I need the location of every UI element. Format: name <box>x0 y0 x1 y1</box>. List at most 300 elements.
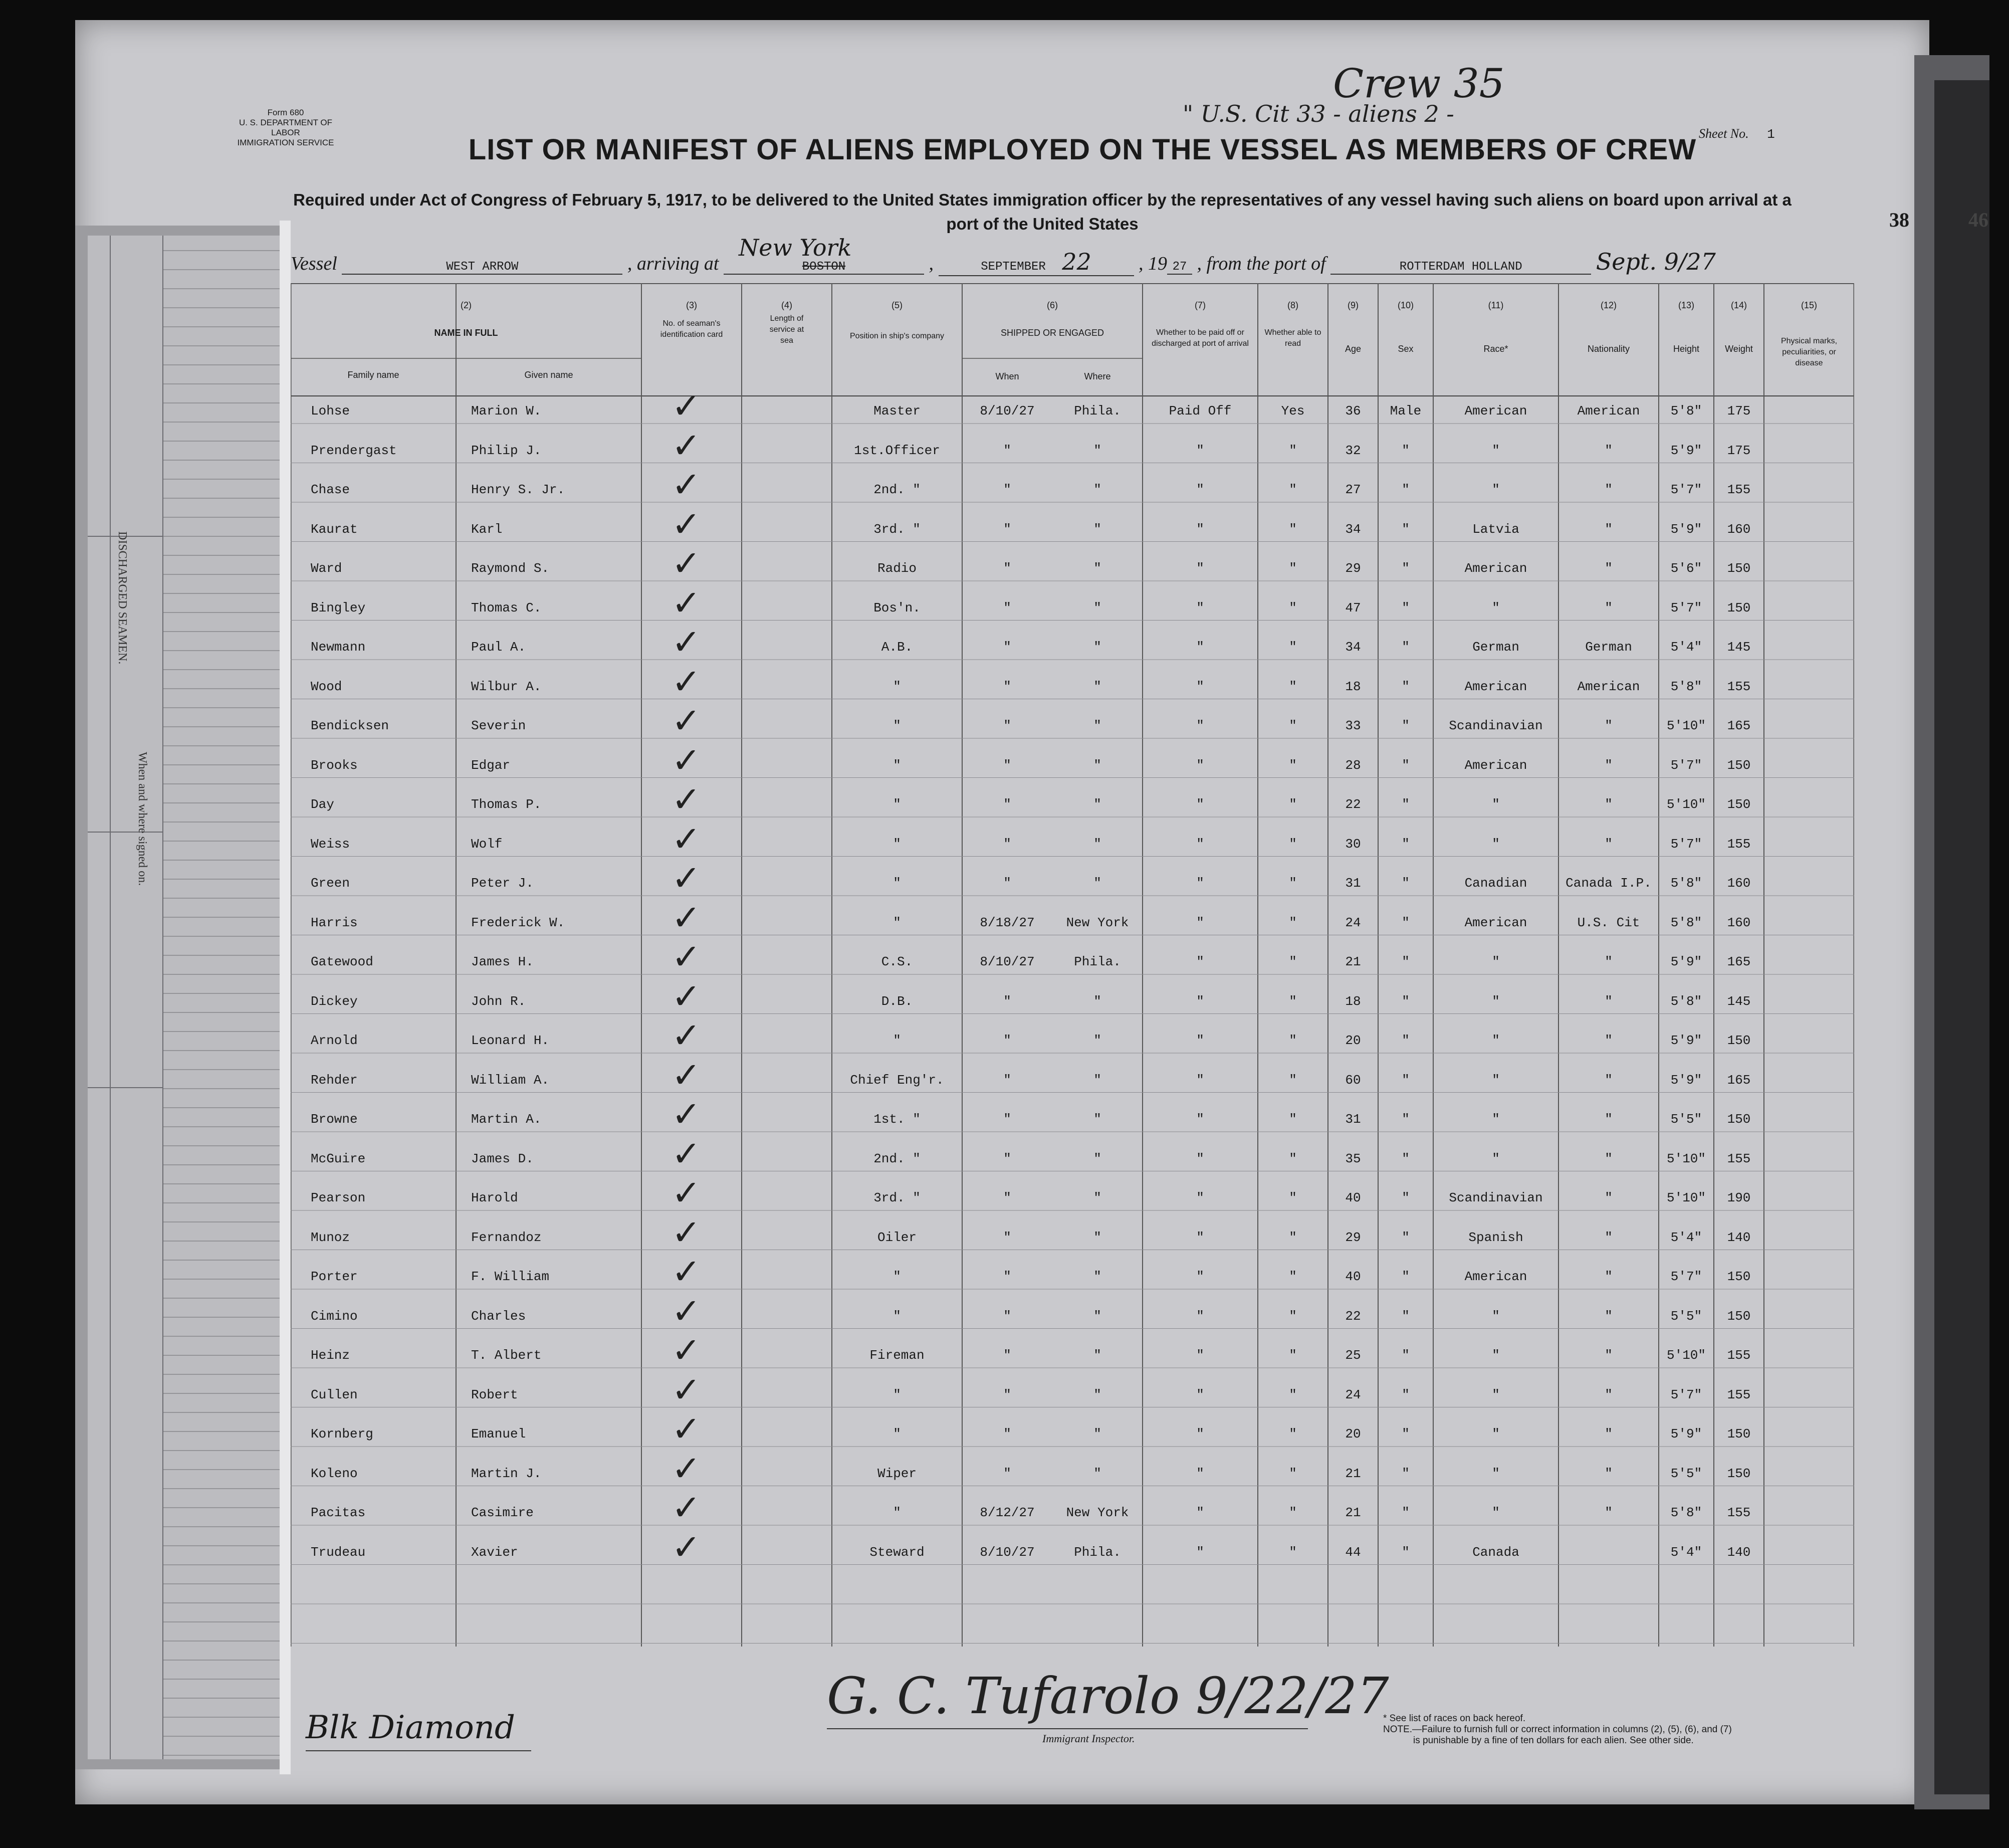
cell-when: " <box>1003 718 1011 733</box>
checkmark-icon: ✓ <box>672 1094 701 1135</box>
cell-weight: 150 <box>1727 1466 1751 1481</box>
footnote-penalty-2: is punishable by a fine of ten dollars for each alien. See other side. <box>1413 1735 1694 1746</box>
cell-nationality: " <box>1605 1426 1613 1442</box>
cell-weight: 155 <box>1727 1348 1751 1363</box>
cell-paid: " <box>1196 915 1204 930</box>
form-number: Form 680 <box>267 108 304 117</box>
col-6-when-header: When <box>995 371 1019 381</box>
cell-where: " <box>1093 1348 1101 1363</box>
cell-read: " <box>1289 1112 1297 1127</box>
cell-age: 29 <box>1345 561 1361 576</box>
cell-position: " <box>893 1426 901 1442</box>
cell-sex: " <box>1402 443 1410 458</box>
checkmark-icon: ✓ <box>672 464 701 505</box>
cell-sex: " <box>1402 1387 1410 1402</box>
cell-age: 21 <box>1345 1466 1361 1481</box>
cell-read: " <box>1289 954 1297 969</box>
col-12-number: (12) <box>1600 300 1617 310</box>
cell-read: " <box>1289 482 1297 497</box>
cell-read: " <box>1289 993 1297 1009</box>
cell-sex: " <box>1402 1544 1410 1560</box>
cell-age: 35 <box>1345 1151 1361 1166</box>
cell-race: American <box>1464 403 1527 419</box>
cell-weight: 150 <box>1727 797 1751 812</box>
cell-family: Bingley <box>311 600 366 615</box>
cell-paid: " <box>1196 443 1204 458</box>
cell-when: " <box>1003 876 1011 891</box>
cell-race: American <box>1464 757 1527 773</box>
cell-family: Weiss <box>311 836 350 852</box>
cell-height: 5'10" <box>1666 1348 1706 1363</box>
cell-read: " <box>1289 1229 1297 1245</box>
cell-family: Trudeau <box>311 1544 366 1560</box>
cell-family: Cullen <box>311 1387 358 1402</box>
side-number-46: 46 <box>1968 209 1988 231</box>
cell-read: " <box>1289 443 1297 458</box>
cell-where: " <box>1093 1072 1101 1088</box>
col-6-header: SHIPPED OR ENGAGED <box>1000 328 1104 338</box>
cell-age: 30 <box>1345 836 1361 852</box>
cell-height: 5'5" <box>1670 1112 1702 1127</box>
cell-paid: " <box>1196 954 1204 969</box>
cell-race: " <box>1492 1348 1500 1363</box>
cell-family: Pearson <box>311 1190 366 1205</box>
col-7-number: (7) <box>1195 300 1206 310</box>
cell-family: Gatewood <box>311 954 373 969</box>
cell-given: Leonard H. <box>471 1033 550 1048</box>
cell-weight: 155 <box>1727 1387 1751 1402</box>
cell-position: C.S. <box>881 954 913 969</box>
cell-family: Kaurat <box>311 521 358 537</box>
cell-family: Day <box>311 797 334 812</box>
cell-height: 5'8" <box>1670 993 1702 1009</box>
checkmark-icon: ✓ <box>672 385 701 427</box>
cell-where: " <box>1093 1229 1101 1245</box>
cell-read: " <box>1289 836 1297 852</box>
arrival-month: SEPTEMBER <box>981 260 1046 274</box>
cell-height: 5'8" <box>1670 876 1702 891</box>
cell-sex: " <box>1402 954 1410 969</box>
cell-where: " <box>1093 1466 1101 1481</box>
cell-where: " <box>1093 757 1101 773</box>
cell-nationality: " <box>1605 521 1613 537</box>
cell-sex: " <box>1402 1348 1410 1363</box>
cell-position: 3rd. " <box>873 521 921 537</box>
cell-position: Steward <box>869 1544 925 1560</box>
cell-paid: " <box>1196 718 1204 733</box>
cell-when: " <box>1003 521 1011 537</box>
cell-sex: " <box>1402 1072 1410 1088</box>
col-3-number: (3) <box>686 300 697 310</box>
arrival-day: 22 <box>1062 248 1091 275</box>
cell-when: " <box>1003 1151 1011 1166</box>
cell-paid: " <box>1196 1348 1204 1363</box>
cell-nationality: " <box>1605 1072 1613 1088</box>
cell-weight: 155 <box>1727 836 1751 852</box>
cell-position: 1st.Officer <box>854 443 940 458</box>
checkmark-icon: ✓ <box>672 661 701 702</box>
cell-where: " <box>1093 993 1101 1009</box>
arrival-year: 27 <box>1167 260 1192 275</box>
cell-race: " <box>1492 600 1500 615</box>
cell-age: 40 <box>1345 1190 1361 1205</box>
cell-height: 5'4" <box>1670 1544 1702 1560</box>
cell-family: Browne <box>311 1112 358 1127</box>
cell-race: " <box>1492 1387 1500 1402</box>
cell-when: " <box>1003 1112 1011 1127</box>
cell-nationality: " <box>1605 561 1613 576</box>
cell-race: " <box>1492 1151 1500 1166</box>
cell-race: Scandinavian <box>1449 1190 1543 1205</box>
cell-where: New York <box>1066 1505 1129 1520</box>
cell-position: Radio <box>877 561 917 576</box>
cell-read: " <box>1289 1466 1297 1481</box>
cell-age: 21 <box>1345 954 1361 969</box>
cell-paid: " <box>1196 1229 1204 1245</box>
col-2-number: (2) <box>461 300 472 310</box>
cell-sex: " <box>1402 561 1410 576</box>
cell-sex: " <box>1402 1112 1410 1127</box>
cell-sex: " <box>1402 757 1410 773</box>
cell-when: 8/10/27 <box>980 1544 1035 1560</box>
checkmark-icon: ✓ <box>672 1015 701 1056</box>
col-11-header: Race* <box>1483 344 1508 354</box>
cell-when: " <box>1003 1190 1011 1205</box>
cell-sex: " <box>1402 1505 1410 1520</box>
cell-height: 5'10" <box>1666 718 1706 733</box>
cell-race: " <box>1492 954 1500 969</box>
cell-height: 5'9" <box>1670 1426 1702 1442</box>
cell-family: Brooks <box>311 757 358 773</box>
inspector-label: Immigrant Inspector. <box>1042 1732 1135 1745</box>
cell-sex: " <box>1402 1269 1410 1284</box>
cell-age: 25 <box>1345 1348 1361 1363</box>
cell-nationality: " <box>1605 1348 1613 1363</box>
col-15-number: (15) <box>1801 300 1817 310</box>
cell-age: 47 <box>1345 600 1361 615</box>
cell-read: " <box>1289 521 1297 537</box>
cell-race: Canada <box>1472 1544 1519 1560</box>
checkmark-icon: ✓ <box>672 1133 701 1174</box>
cell-race: " <box>1492 993 1500 1009</box>
cell-when: " <box>1003 757 1011 773</box>
checkmark-icon: ✓ <box>672 622 701 663</box>
cell-height: 5'5" <box>1670 1308 1702 1324</box>
cell-sex: " <box>1402 1229 1410 1245</box>
cell-position: Master <box>873 403 921 419</box>
cell-weight: 165 <box>1727 954 1751 969</box>
cell-weight: 150 <box>1727 600 1751 615</box>
from-port-label: , from the port of <box>1197 253 1326 274</box>
cell-sex: " <box>1402 521 1410 537</box>
cell-read: " <box>1289 1190 1297 1205</box>
cell-nationality: " <box>1605 1112 1613 1127</box>
checkmark-icon: ✓ <box>672 1448 701 1489</box>
col-10-number: (10) <box>1397 300 1414 310</box>
handwritten-blk-diamond: Blk Diamond <box>306 1709 515 1746</box>
cell-read: " <box>1289 718 1297 733</box>
cell-where: Phila. <box>1074 403 1121 419</box>
document-title: LIST OR MANIFEST OF ALIENS EMPLOYED ON THE VESSEL AS MEMBERS OF CREW <box>468 133 1697 166</box>
cell-read: " <box>1289 1426 1297 1442</box>
cell-paid: " <box>1196 1544 1204 1560</box>
cell-weight: 145 <box>1727 993 1751 1009</box>
cell-given: John R. <box>471 993 526 1009</box>
cell-where: " <box>1093 600 1101 615</box>
cell-sex: " <box>1402 640 1410 655</box>
cell-when: " <box>1003 679 1011 694</box>
cell-paid: " <box>1196 1151 1204 1166</box>
col-4-number: (4) <box>781 300 792 310</box>
cell-weight: 160 <box>1727 876 1751 891</box>
cell-position: Fireman <box>869 1348 925 1363</box>
cell-weight: 175 <box>1727 443 1751 458</box>
year-prefix: , 19 <box>1139 253 1167 274</box>
cell-age: 18 <box>1345 679 1361 694</box>
cell-family: Prendergast <box>311 443 397 458</box>
cell-age: 20 <box>1345 1033 1361 1048</box>
cell-position: A.B. <box>881 640 913 655</box>
cell-paid: " <box>1196 1033 1204 1048</box>
cell-age: 27 <box>1345 482 1361 497</box>
col-2-given-header: Given name <box>524 370 573 380</box>
checkmark-icon: ✓ <box>672 897 701 938</box>
cell-family: Lohse <box>311 403 350 419</box>
cell-age: 18 <box>1345 993 1361 1009</box>
cell-given: Xavier <box>471 1544 518 1560</box>
cell-when: 8/12/27 <box>980 1505 1035 1520</box>
cell-position: " <box>893 836 901 852</box>
cell-sex: " <box>1402 915 1410 930</box>
cell-sex: " <box>1402 482 1410 497</box>
col-9-number: (9) <box>1348 300 1359 310</box>
cell-when: 8/10/27 <box>980 403 1035 419</box>
col-5-header: Position in ship's company <box>849 332 945 340</box>
cell-race: " <box>1492 1308 1500 1324</box>
cell-read: " <box>1289 1505 1297 1520</box>
cell-race: " <box>1492 1505 1500 1520</box>
cell-height: 5'10" <box>1666 797 1706 812</box>
cell-height: 5'7" <box>1670 757 1702 773</box>
checkmark-icon: ✓ <box>672 1526 701 1568</box>
cell-weight: 165 <box>1727 1072 1751 1088</box>
cell-paid: " <box>1196 876 1204 891</box>
cell-when: " <box>1003 482 1011 497</box>
flap-lines <box>88 236 281 1759</box>
cell-when: " <box>1003 1308 1011 1324</box>
checkmark-icon: ✓ <box>672 582 701 624</box>
cell-given: Wolf <box>471 836 503 852</box>
cell-read: " <box>1289 1387 1297 1402</box>
cell-age: 33 <box>1345 718 1361 733</box>
cell-given: Martin J. <box>471 1466 542 1481</box>
cell-family: Green <box>311 876 350 891</box>
cell-weight: 155 <box>1727 1505 1751 1520</box>
cell-where: Phila. <box>1074 954 1121 969</box>
cell-where: " <box>1093 1269 1101 1284</box>
cell-sex: " <box>1402 1308 1410 1324</box>
cell-read: " <box>1289 600 1297 615</box>
cell-paid: " <box>1196 600 1204 615</box>
cell-paid: " <box>1196 757 1204 773</box>
cell-where: Phila. <box>1074 1544 1121 1560</box>
cell-read: " <box>1289 757 1297 773</box>
cell-sex: " <box>1402 836 1410 852</box>
footnote-races: * See list of races on back hereof. <box>1383 1713 1526 1724</box>
cell-height: 5'8" <box>1670 679 1702 694</box>
cell-paid: " <box>1196 797 1204 812</box>
cell-race: " <box>1492 836 1500 852</box>
cell-weight: 150 <box>1727 1426 1751 1442</box>
departure-port: ROTTERDAM HOLLAND <box>1330 260 1591 275</box>
cell-nationality: " <box>1605 600 1613 615</box>
handwritten-crew-total: Crew 35 <box>1333 60 1505 107</box>
cell-age: 20 <box>1345 1426 1361 1442</box>
col-11-number: (11) <box>1488 300 1504 310</box>
cell-family: Heinz <box>311 1348 350 1363</box>
cell-given: Edgar <box>471 757 511 773</box>
cell-paid: " <box>1196 1308 1204 1324</box>
flap-label-signed-on: When and where signed on. <box>136 752 149 886</box>
cell-given: Peter J. <box>471 876 534 891</box>
cell-sex: Male <box>1390 403 1422 419</box>
checkmark-icon: ✓ <box>672 1330 701 1371</box>
cell-nationality: " <box>1605 482 1613 497</box>
cell-race: Canadian <box>1464 876 1527 891</box>
cell-position: 3rd. " <box>873 1190 921 1205</box>
flap-inner-panel <box>88 236 281 1759</box>
col-9-header: Age <box>1345 344 1362 354</box>
cell-given: Frederick W. <box>471 915 565 930</box>
cell-paid: " <box>1196 640 1204 655</box>
cell-nationality: " <box>1605 757 1613 773</box>
cell-where: " <box>1093 1308 1101 1324</box>
cell-race: German <box>1472 640 1519 655</box>
cell-height: 5'9" <box>1670 1033 1702 1048</box>
cell-where: " <box>1093 443 1101 458</box>
cell-height: 5'7" <box>1670 1269 1702 1284</box>
cell-nationality: " <box>1605 1229 1613 1245</box>
checkmark-icon: ✓ <box>672 1487 701 1528</box>
cell-where: " <box>1093 797 1101 812</box>
cell-weight: 150 <box>1727 757 1751 773</box>
cell-position: Bos'n. <box>873 600 921 615</box>
cell-sex: " <box>1402 1190 1410 1205</box>
cell-race: " <box>1492 1072 1500 1088</box>
cell-position: " <box>893 679 901 694</box>
cell-race: American <box>1464 1269 1527 1284</box>
cell-sex: " <box>1402 1033 1410 1048</box>
cell-given: Marion W. <box>471 403 542 419</box>
cell-nationality: " <box>1605 1151 1613 1166</box>
checkmark-icon: ✓ <box>672 1251 701 1292</box>
cell-nationality: " <box>1605 1269 1613 1284</box>
cell-when: " <box>1003 640 1011 655</box>
cell-nationality: U.S. Cit <box>1577 915 1640 930</box>
cell-family: Harris <box>311 915 358 930</box>
cell-sex: " <box>1402 679 1410 694</box>
cell-age: 60 <box>1345 1072 1361 1088</box>
cell-race: " <box>1492 1466 1500 1481</box>
cell-race: " <box>1492 797 1500 812</box>
cell-race: Scandinavian <box>1449 718 1543 733</box>
arrival-date-field <box>939 248 1134 276</box>
cell-nationality: " <box>1605 1033 1613 1048</box>
cell-when: " <box>1003 600 1011 615</box>
cell-paid: " <box>1196 1112 1204 1127</box>
cell-nationality: " <box>1605 1308 1613 1324</box>
cell-position: " <box>893 915 901 930</box>
cell-height: 5'9" <box>1670 443 1702 458</box>
footnote-penalty-1: NOTE.—Failure to furnish full or correct information in columns (2), (5), (6), and (7) <box>1383 1724 1732 1735</box>
arrival-port-handwritten: New York <box>739 234 852 261</box>
cell-weight: 175 <box>1727 403 1751 419</box>
cell-given: T. Albert <box>471 1348 542 1363</box>
cell-age: 34 <box>1345 521 1361 537</box>
vessel-name: WEST ARROW <box>342 260 622 275</box>
cell-given: Charles <box>471 1308 526 1324</box>
col-12-header: Nationality <box>1587 344 1630 354</box>
cell-weight: 145 <box>1727 640 1751 655</box>
cell-weight: 150 <box>1727 561 1751 576</box>
cell-where: " <box>1093 1426 1101 1442</box>
cell-race: " <box>1492 1426 1500 1442</box>
blk-underline <box>306 1750 531 1751</box>
cell-position: 2nd. " <box>873 1151 921 1166</box>
cell-age: 31 <box>1345 876 1361 891</box>
cell-race: " <box>1492 1112 1500 1127</box>
checkmark-icon: ✓ <box>672 779 701 820</box>
cell-given: James D. <box>471 1151 534 1166</box>
subtitle-line-1: Required under Act of Congress of February 5, 1917, to be delivered to the United States immigration officer by the representatives of any vessel having such aliens on board upon arrival at a <box>293 190 1792 209</box>
cell-sex: " <box>1402 1151 1410 1166</box>
flap-label-discharged: DISCHARGED SEAMEN. <box>116 531 129 665</box>
cell-nationality: German <box>1585 640 1632 655</box>
cell-family: Dickey <box>311 993 358 1009</box>
cell-nationality: " <box>1605 836 1613 852</box>
cell-given: Casimire <box>471 1505 534 1520</box>
cell-when: " <box>1003 1466 1011 1481</box>
cell-given: Robert <box>471 1387 518 1402</box>
cell-nationality: " <box>1605 954 1613 969</box>
cell-race: American <box>1464 915 1527 930</box>
cell-height: 5'9" <box>1670 954 1702 969</box>
col-6-where-header: Where <box>1084 371 1111 381</box>
cell-age: 36 <box>1345 403 1361 419</box>
cell-when: " <box>1003 1072 1011 1088</box>
cell-where: " <box>1093 1112 1101 1127</box>
cell-paid: " <box>1196 679 1204 694</box>
cell-position: " <box>893 718 901 733</box>
cell-sex: " <box>1402 1426 1410 1442</box>
cell-age: 34 <box>1345 640 1361 655</box>
cell-read: " <box>1289 1151 1297 1166</box>
cell-family: Rehder <box>311 1072 358 1088</box>
cell-family: Kornberg <box>311 1426 373 1442</box>
cell-weight: 165 <box>1727 718 1751 733</box>
checkmark-icon: ✓ <box>672 700 701 741</box>
col-10-header: Sex <box>1398 344 1414 354</box>
cell-given: Philip J. <box>471 443 542 458</box>
cell-read: " <box>1289 797 1297 812</box>
handwritten-citizens-note: " U.S. Cit 33 - aliens 2 - <box>1183 100 1454 127</box>
subtitle-line-2: port of the United States <box>946 215 1139 233</box>
cell-age: 24 <box>1345 915 1361 930</box>
cell-when: " <box>1003 443 1011 458</box>
cell-position: Wiper <box>877 1466 917 1481</box>
col-7-header: Whether to be paid off or discharged at port of arrival <box>1152 328 1249 348</box>
cell-race: " <box>1492 443 1500 458</box>
